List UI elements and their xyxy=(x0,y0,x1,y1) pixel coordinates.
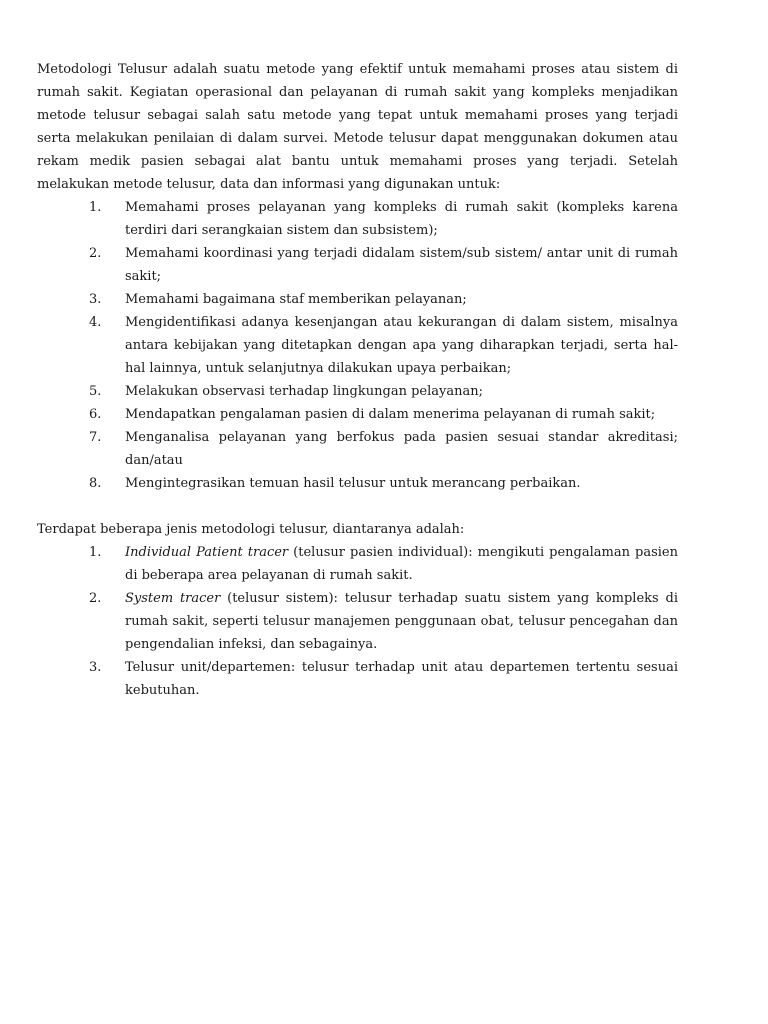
list-number: 8. xyxy=(89,476,102,491)
list-item-text: Mengintegrasikan temuan hasil telusur untuk merancang perbaikan. xyxy=(125,476,581,491)
list-item-text xyxy=(125,587,678,656)
list-number: 4. xyxy=(89,315,102,330)
list-item-text: Mengidentifikasi adanya kesenjangan atau kekurangan di dalam sistem, misalnya antara kebijakan yang ditetapkan dengan apa yang diharapkan terjadi, serta hal-hal lainnya, untuk selanjutnya dilakukan upaya perbaikan; xyxy=(125,315,678,376)
list-item xyxy=(37,587,678,656)
list-number: 1. xyxy=(89,545,102,560)
list-item-text: Memahami koordinasi yang terjadi didalam sistem/sub sistem/ antar unit di rumah sakit; xyxy=(125,246,678,284)
tracer-description: (telusur sistem): telusur terhadap suatu sistem yang kompleks di rumah sakit, seperti telusur manajemen penggunaan obat, telusur pencegahan dan pengendalian infeksi, dan sebagainya. xyxy=(125,591,678,652)
list-item xyxy=(37,311,678,380)
list-item-text: Memahami proses pelayanan yang kompleks di rumah sakit (kompleks karena terdiri dari serangkaian sistem dan subsistem); xyxy=(125,200,678,238)
list-number: 1. xyxy=(89,200,102,215)
tracer-description: (telusur pasien individual): mengikuti pengalaman pasien di beberapa area pelayanan di rumah sakit. xyxy=(125,545,678,583)
list-number: 2. xyxy=(89,591,102,606)
list-item xyxy=(37,288,678,311)
tracer-description: Telusur unit/departemen: telusur terhadap unit atau departemen tertentu sesuai kebutuhan. xyxy=(125,660,678,698)
list-item xyxy=(37,426,678,472)
types-intro-paragraph: Terdapat beberapa jenis metodologi telusur, diantaranya adalah: xyxy=(37,522,465,537)
list-number: 7. xyxy=(89,430,102,445)
tracer-term: Individual Patient tracer xyxy=(125,545,289,560)
list-item-text: Mendapatkan pengalaman pasien di dalam menerima pelayanan di rumah sakit; xyxy=(125,407,656,422)
list-item xyxy=(37,403,678,426)
purpose-list xyxy=(37,196,678,495)
list-item-text: Melakukan observasi terhadap lingkungan pelayanan; xyxy=(125,384,483,399)
list-item xyxy=(37,380,678,403)
list-item xyxy=(37,541,678,587)
list-item-text: Memahami bagaimana staf memberikan pelayanan; xyxy=(125,292,467,307)
list-item xyxy=(37,196,678,242)
list-number: 6. xyxy=(89,407,102,422)
document-body xyxy=(37,58,678,702)
list-number: 3. xyxy=(89,292,102,307)
list-item xyxy=(37,472,678,495)
tracer-term: System tracer xyxy=(125,591,221,606)
list-item xyxy=(37,656,678,702)
intro-paragraph: Metodologi Telusur adalah suatu metode yang efektif untuk memahami proses atau sistem di rumah sakit. Kegiatan operasional dan pelayanan di rumah sakit yang kompleks menjadikan metode telusur sebagai salah satu metode yang tepat untuk memahami proses yang terjadi serta melakukan penilaian di dalam survei. Metode telusur dapat menggunakan dokumen atau rekam medik pasien sebagai alat bantu untuk memahami proses yang terjadi. Setelah melakukan metode telusur, data dan informasi yang digunakan untuk: xyxy=(37,62,678,192)
paragraph-gap xyxy=(37,495,678,518)
list-number: 2. xyxy=(89,246,102,261)
tracer-types-list xyxy=(37,541,678,702)
list-item-text xyxy=(125,656,678,702)
list-item-text xyxy=(125,541,678,587)
list-item-text: Menganalisa pelayanan yang berfokus pada pasien sesuai standar akreditasi; dan/atau xyxy=(125,430,678,468)
list-number: 3. xyxy=(89,660,102,675)
list-number: 5. xyxy=(89,384,102,399)
list-item xyxy=(37,242,678,288)
